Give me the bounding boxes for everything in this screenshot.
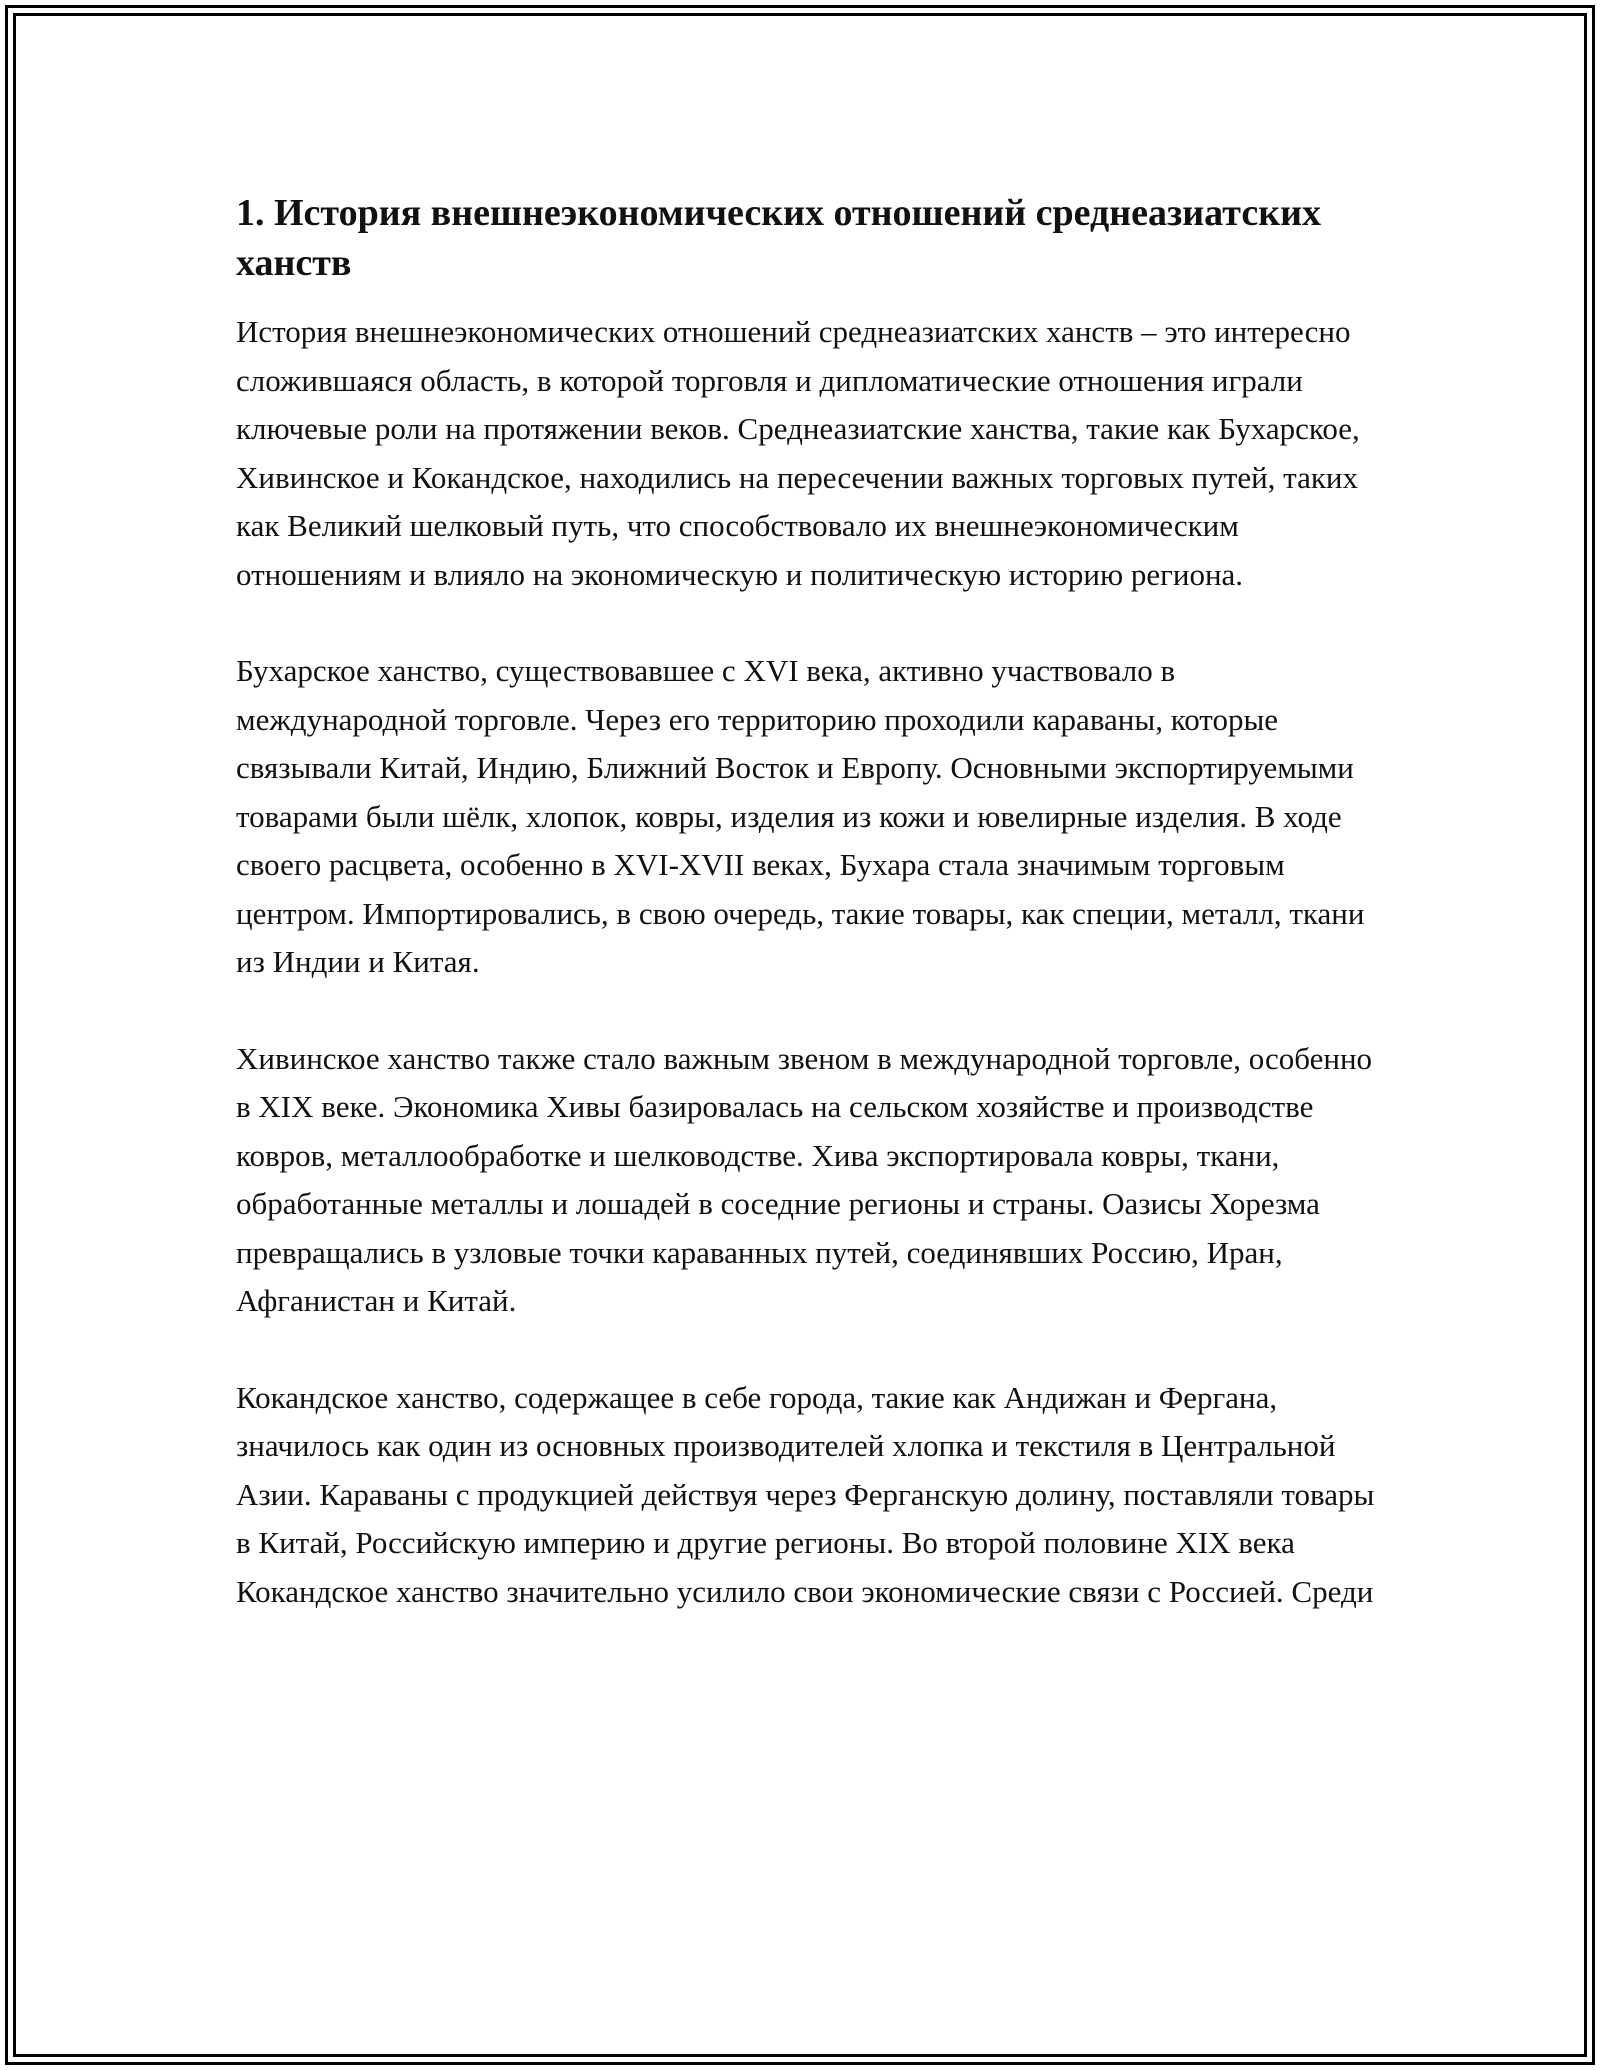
paragraph-intro: История внешнеэкономических отношений среднеазиатских ханств – это интересно сложившаяся область, в которой торговля и дипломатические отношения играли ключевые роли на протяжении веков. Среднеазиатские ханства, такие как Бухарское, Хивинское и Кокандское, находились на пересечении важных торговых путей, таких как Великий шелковый путь, что способствовало их внешнеэкономическим отношениям и влияло на экономическую и политическую историю региона. <box>236 314 1360 592</box>
section-heading: 1. История внешнеэкономических отношений среднеазиатских ханств <box>236 192 1321 284</box>
paragraph-kokand: Кокандское ханство, содержащее в себе города, такие как Андижан и Фергана, значилось как один из основных производителей хлопка и текстиля в Центральной Азии. Караваны с продукцией действуя через Ферганскую долину, поставляли товары в Китай, Российскую империю и другие регионы. Во второй половине XIX века Кокандское ханство значительно усилило свои экономические связи с Россией. Среди <box>236 1379 1375 1609</box>
paragraph-khiva: Хивинское ханство также стало важным звеном в международной торговле, особенно в XIX веке. Экономика Хивы базировалась на сельском хозяйстве и производстве ковров, металлообработке и шелководстве. Хива экспортировала ковры, ткани, обработанные металлы и лошадей в соседние регионы и страны. Оазисы Хорезма превращались в узловые точки караванных путей, соединявших Россию, Иран, Афганистан и Китай. <box>236 1040 1373 1318</box>
paragraph-bukhara: Бухарское ханство, существовавшее с XVI века, активно участвовало в международной торговле. Через его территорию проходили караваны, которые связывали Китай, Индию, Ближний Восток и Европу. Основными экспортируемыми товарами были шёлк, хлопок, ковры, изделия из кожи и ювелирные изделия. В ходе своего расцвета, особенно в XVI-XVII веках, Бухара стала значимым торговым центром. Импортировались, в свою очередь, такие товары, как специи, металл, ткани из Индии и Китая. <box>236 653 1365 979</box>
document-body <box>236 188 1376 1664</box>
